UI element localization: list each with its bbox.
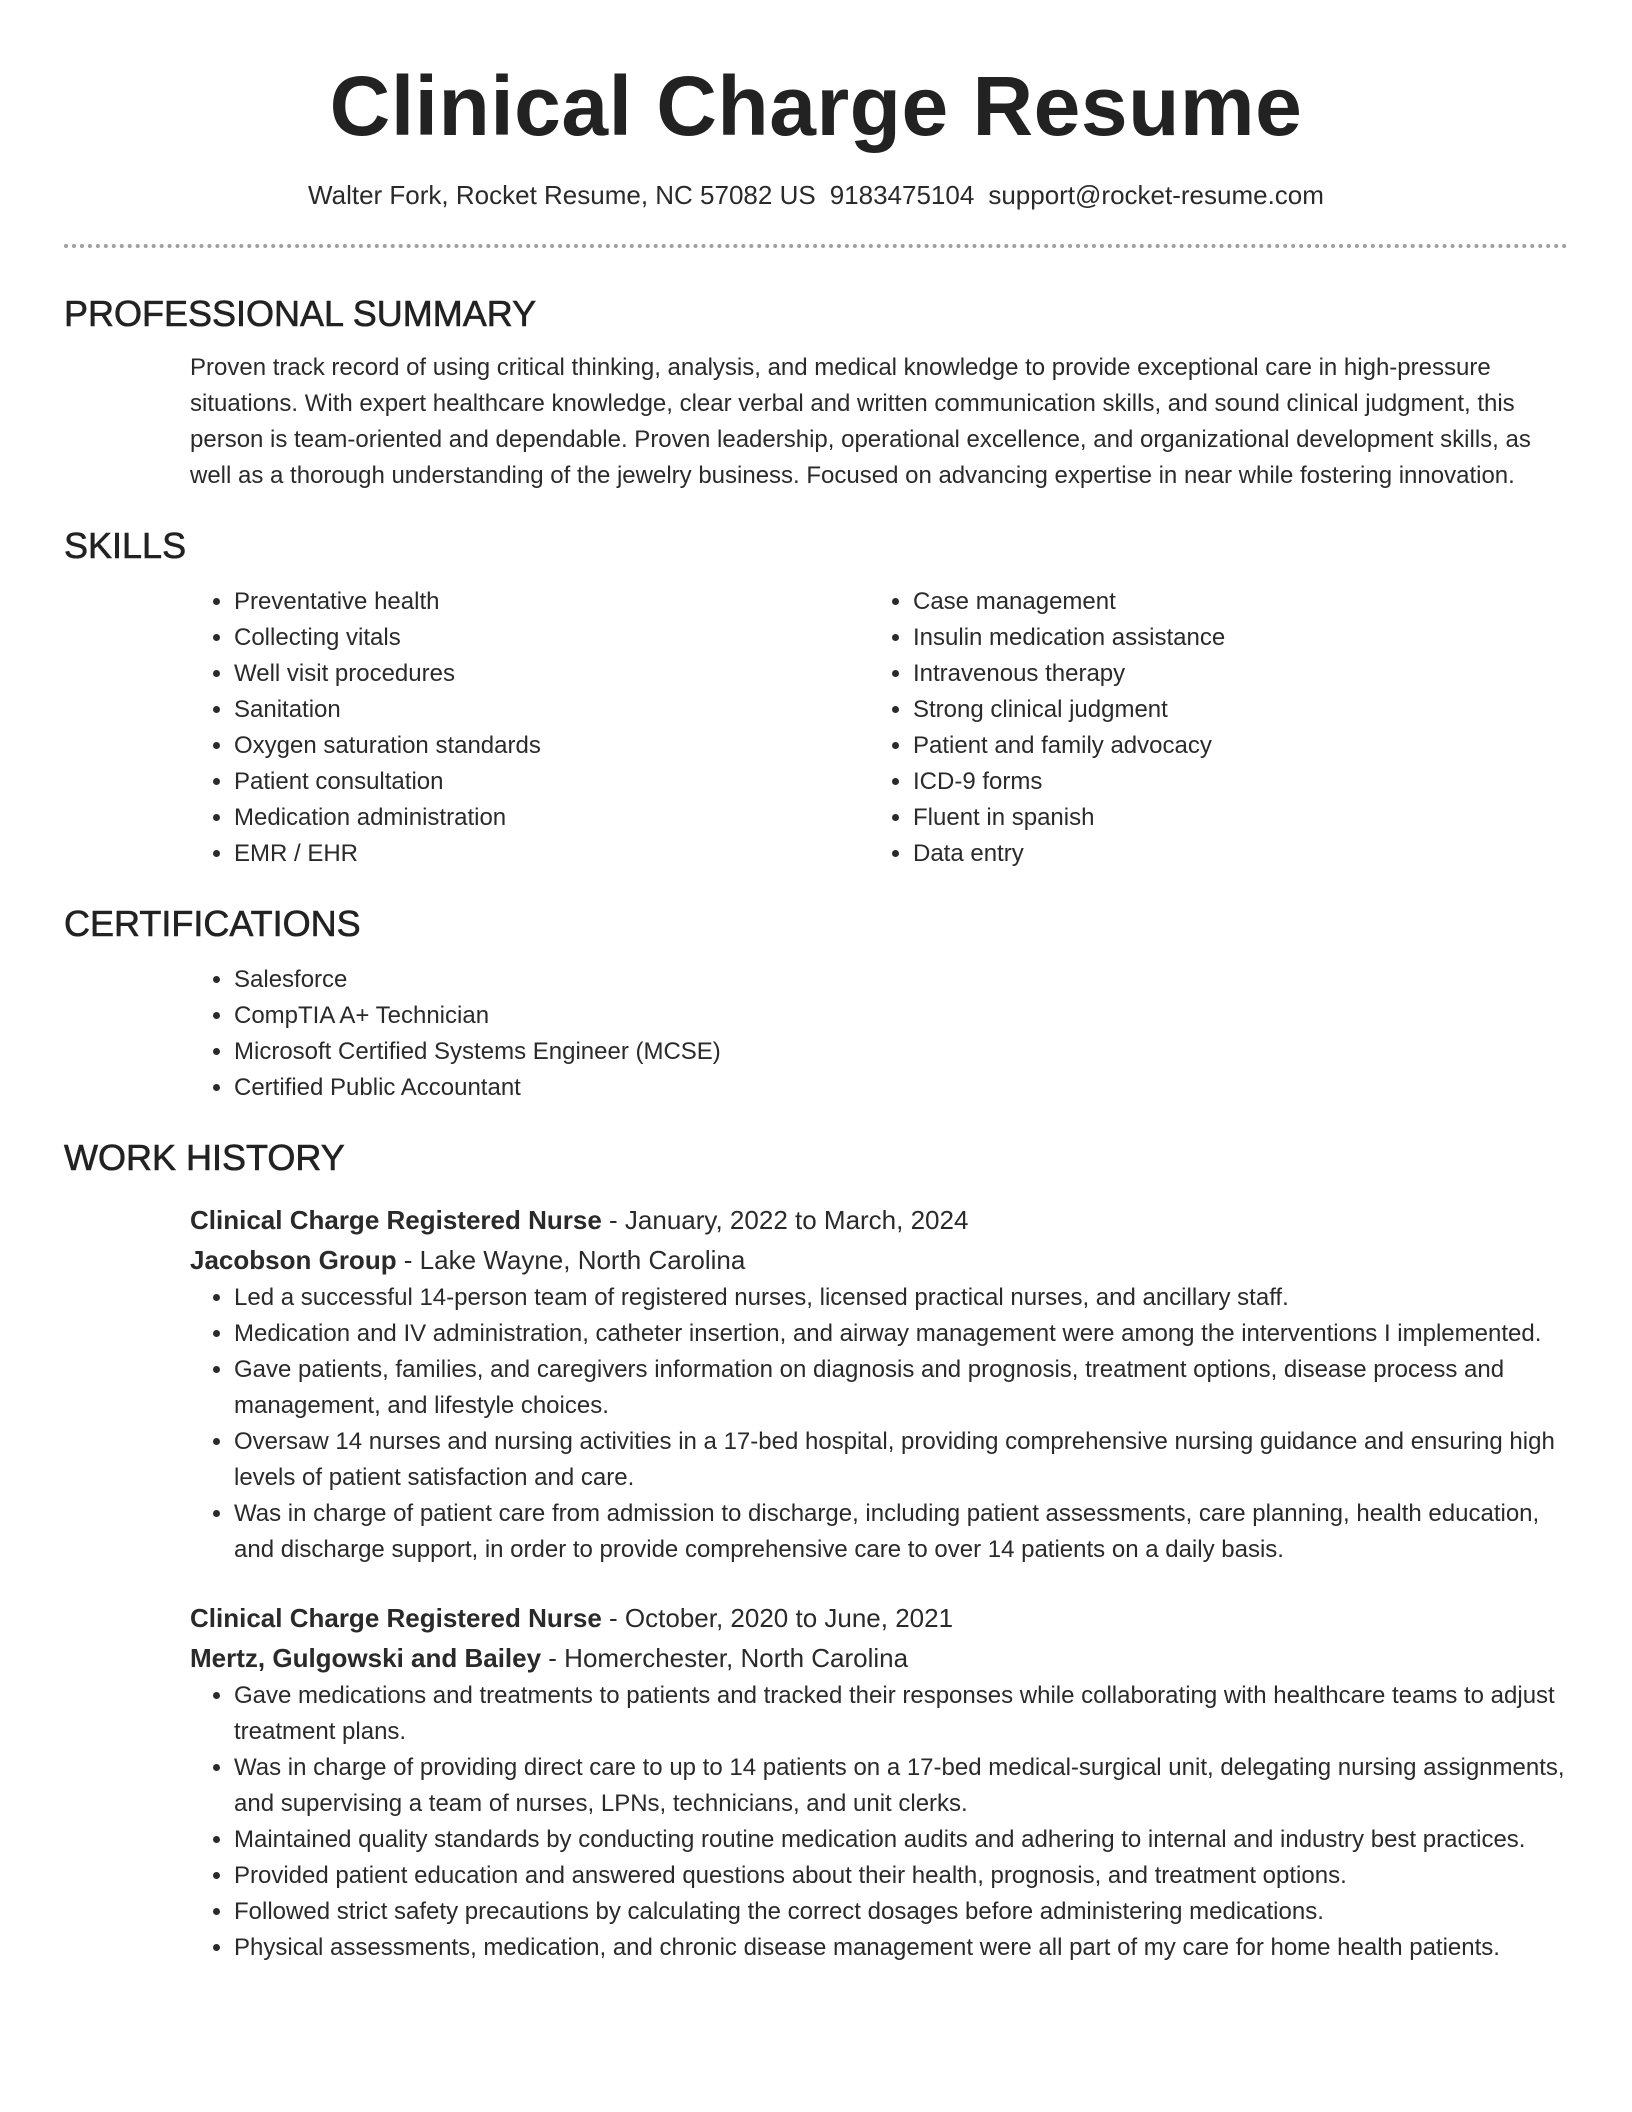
certification-item: • Microsoft Certified Systems Engineer (MCSE) <box>234 1034 1568 1070</box>
skill-item: • Insulin medication assistance <box>913 620 1548 656</box>
contact-address: Walter Fork, Rocket Resume, NC 57082 US <box>308 180 816 210</box>
contact-email: support@rocket-resume.com <box>988 180 1324 210</box>
skill-item: • Collecting vitals <box>234 620 869 656</box>
skills-list-right <box>869 584 1548 872</box>
summary-heading: PROFESSIONAL SUMMARY <box>64 293 537 334</box>
skill-item: • Sanitation <box>234 692 869 728</box>
job-location: - Homerchester, North Carolina <box>541 1643 909 1673</box>
job-company: Jacobson Group <box>190 1245 397 1275</box>
skill-item: • Preventative health <box>234 584 869 620</box>
job-entry <box>64 1200 1568 1568</box>
skill-item: • Data entry <box>913 836 1548 872</box>
contact-phone: 9183475104 <box>829 180 975 210</box>
job-duty-item: • Gave patients, families, and caregivers information on diagnosis and prognosis, treatment options, disease process and management, and lifestyle choices. <box>234 1352 1568 1424</box>
job-duties-list <box>190 1280 1568 1568</box>
job-dates: - October, 2020 to June, 2021 <box>601 1603 954 1633</box>
skill-item: • Case management <box>913 584 1548 620</box>
job-duty-item: • Followed strict safety precautions by calculating the correct dosages before administering medications. <box>234 1894 1568 1930</box>
certifications-block <box>64 962 1568 1106</box>
skills-grid <box>64 584 1568 872</box>
job-dates: - January, 2022 to March, 2024 <box>601 1205 969 1235</box>
job-duty-item: • Medication and IV administration, catheter insertion, and airway management were among the interventions I implemented. <box>234 1316 1568 1352</box>
skill-item: • Patient and family advocacy <box>913 728 1548 764</box>
skill-item: • ICD-9 forms <box>913 764 1548 800</box>
job-duty-item: • Led a successful 14-person team of registered nurses, licensed practical nurses, and ancillary staff. <box>234 1280 1568 1316</box>
job-entry <box>64 1598 1568 1966</box>
job-title: Clinical Charge Registered Nurse <box>190 1205 602 1235</box>
job-duty-item: • Gave medications and treatments to patients and tracked their responses while collaborating with healthcare teams to adjust treatment plans. <box>234 1678 1568 1750</box>
skill-item: • EMR / EHR <box>234 836 869 872</box>
skill-item: • Patient consultation <box>234 764 869 800</box>
job-company: Mertz, Gulgowski and Bailey <box>190 1643 542 1673</box>
job-duty-item: • Was in charge of providing direct care to up to 14 patients on a 17-bed medical-surgical unit, delegating nursing assignments, and supervising a team of nurses, LPNs, technicians, and unit clerks. <box>234 1750 1568 1822</box>
work-history-heading: WORK HISTORY <box>64 1137 345 1178</box>
job-title-line <box>190 1598 1568 1638</box>
summary-text: Proven track record of using critical thinking, analysis, and medical knowledge to provide exceptional care in high-pressure situations. With expert healthcare knowledge, clear verbal and written communication skills, and sound clinical judgment, this person is team-oriented and dependable. Proven leadership, operational excellence, and organizational development skills, as well as a thorough understanding of the jewelry business. Focused on advancing expertise in near while fostering innovation. <box>190 354 1531 489</box>
skill-item: • Fluent in spanish <box>913 800 1548 836</box>
contact-line <box>64 178 1568 212</box>
job-company-line <box>190 1638 1568 1678</box>
job-duty-item: • Was in charge of patient care from admission to discharge, including patient assessments, care planning, health education, and discharge support, in order to provide comprehensive care to over 14 patients on a daily basis. <box>234 1496 1568 1568</box>
job-company-line <box>190 1240 1568 1280</box>
job-title-line <box>190 1200 1568 1240</box>
job-duty-item: • Physical assessments, medication, and chronic disease management were all part of my care for home health patients. <box>234 1930 1568 1966</box>
header-divider <box>64 244 1568 248</box>
skill-item: • Medication administration <box>234 800 869 836</box>
job-duty-item: • Maintained quality standards by conducting routine medication audits and adhering to internal and industry best practices. <box>234 1822 1568 1858</box>
certifications-list <box>190 962 1568 1106</box>
certification-item: • Salesforce <box>234 962 1568 998</box>
skill-item: • Well visit procedures <box>234 656 869 692</box>
job-duty-item: • Provided patient education and answered questions about their health, prognosis, and treatment options. <box>234 1858 1568 1894</box>
job-duty-item: • Oversaw 14 nurses and nursing activities in a 17-bed hospital, providing comprehensive nursing guidance and ensuring high levels of patient satisfaction and care. <box>234 1424 1568 1496</box>
skill-item: • Intravenous therapy <box>913 656 1548 692</box>
skills-column-right <box>869 584 1548 872</box>
resume-title: Clinical Charge Resume <box>329 59 1303 153</box>
job-title: Clinical Charge Registered Nurse <box>190 1603 602 1633</box>
certification-item: • CompTIA A+ Technician <box>234 998 1568 1034</box>
skill-item: • Oxygen saturation standards <box>234 728 869 764</box>
job-duties-list <box>190 1678 1568 1966</box>
summary-block <box>64 350 1568 494</box>
job-location: - Lake Wayne, North Carolina <box>396 1245 746 1275</box>
skills-heading: SKILLS <box>64 525 187 566</box>
certification-item: • Certified Public Accountant <box>234 1070 1568 1106</box>
skills-list-left <box>190 584 869 872</box>
skills-column-left <box>190 584 869 872</box>
certifications-heading: CERTIFICATIONS <box>64 903 361 944</box>
skill-item: • Strong clinical judgment <box>913 692 1548 728</box>
